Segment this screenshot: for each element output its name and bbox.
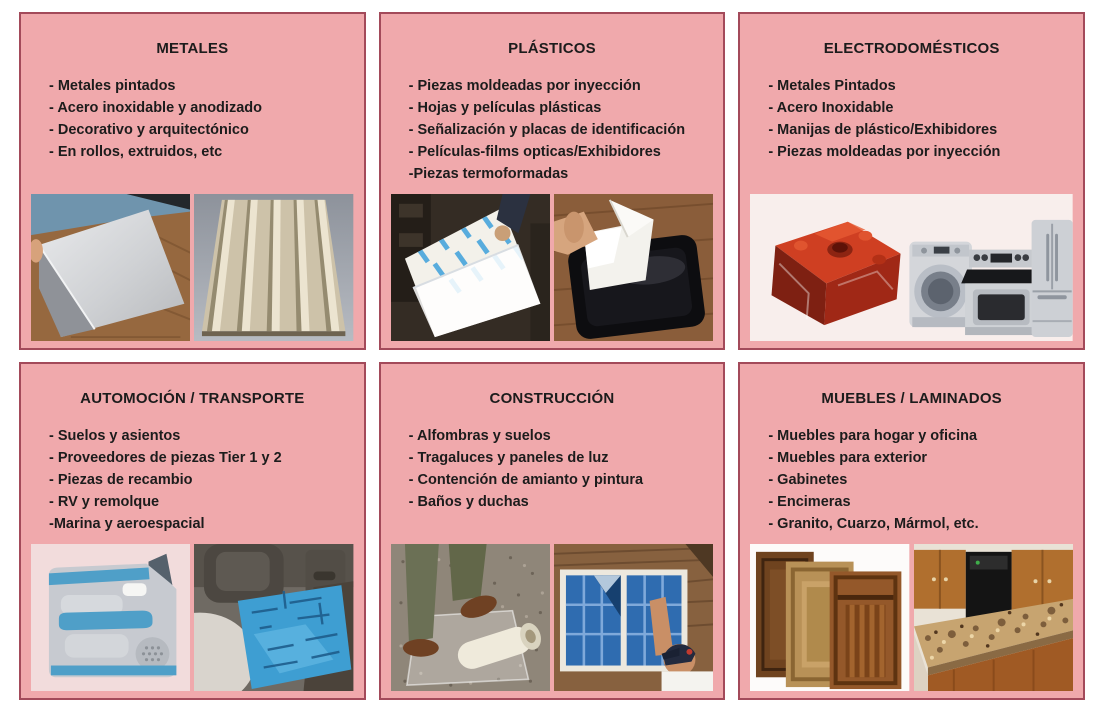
list-item: - Películas-films opticas/Exhibidores	[408, 144, 661, 160]
list-item: - Manijas de plástico/Exhibidores	[768, 122, 998, 138]
bullet-list	[768, 75, 1077, 163]
list-item: - Acero Inoxidable	[768, 100, 894, 116]
granite-countertop-photo	[914, 544, 1073, 691]
list-item: - Metales pintados	[49, 78, 176, 94]
list-item: - Piezas moldeadas por inyección	[768, 144, 1001, 160]
card-title: PLÁSTICOS	[508, 40, 596, 57]
card-automocion	[19, 362, 366, 700]
card-title: ELECTRODOMÉSTICOS	[823, 40, 1000, 57]
list-item: - En rollos, extruidos, etc	[49, 144, 223, 160]
list-item: - Piezas de recambio	[49, 472, 193, 488]
list-item: - Muebles para hogar y oficina	[768, 428, 978, 444]
list-item: - Contención de amianto y pintura	[408, 472, 644, 488]
photo-row	[21, 194, 364, 348]
list-item: - Suelos y asientos	[49, 428, 181, 444]
card-title: AUTOMOCIÓN / TRANSPORTE	[80, 390, 305, 407]
list-item: - Muebles para exterior	[768, 450, 928, 466]
list-item: - Alfombras y suelos	[408, 428, 551, 444]
bullet-list	[768, 425, 1077, 535]
list-item: - Encimeras	[768, 494, 851, 510]
list-item: - Metales Pintados	[768, 78, 896, 94]
plastic-sheet-masking-photo	[391, 194, 550, 341]
list-item: - Gabinetes	[768, 472, 848, 488]
car-door-panel-photo	[31, 544, 190, 691]
bullet-list	[409, 425, 718, 513]
card-title: MUEBLES / LAMINADOS	[821, 390, 1002, 407]
photo-row	[740, 544, 1083, 698]
black-molded-part-peel-photo	[554, 194, 713, 341]
photo-row	[381, 544, 724, 698]
bullet-list	[49, 75, 358, 163]
car-floor-film-photo	[194, 544, 353, 691]
list-item: - Hojas y películas plásticas	[408, 100, 602, 116]
photo-row	[740, 194, 1083, 348]
card-construccion	[379, 362, 726, 700]
card-muebles	[738, 362, 1085, 700]
card-title: METALES	[156, 40, 229, 57]
list-item: - Proveedores de piezas Tier 1 y 2	[49, 450, 282, 466]
photo-row	[21, 544, 364, 698]
list-item: - Acero inoxidable y anodizado	[49, 100, 262, 116]
list-item: -Marina y aeroespacial	[49, 516, 205, 532]
list-item: - RV y remolque	[49, 494, 160, 510]
red-wrapped-part-and-appliances-photo	[750, 194, 1073, 341]
list-item: - Señalización y placas de identificación	[408, 122, 686, 138]
card-metales	[19, 12, 366, 350]
list-item: - Granito, Cuarzo, Mármol, etc.	[768, 516, 979, 532]
metal-sheet-peel-photo	[31, 194, 190, 341]
list-item: - Baños y duchas	[408, 494, 529, 510]
carpet-protection-film-photo	[391, 544, 550, 691]
corrugated-metal-panel-photo	[194, 194, 353, 341]
list-item: - Decorativo y arquitectónico	[49, 122, 249, 138]
list-item: -Piezas termoformadas	[408, 166, 569, 182]
list-item: - Piezas moldeadas por inyección	[408, 78, 641, 94]
card-title: CONSTRUCCIÓN	[489, 390, 615, 407]
bullet-list	[409, 75, 718, 185]
card-electrodomesticos	[738, 12, 1085, 350]
photo-row	[381, 194, 724, 348]
bullet-list	[49, 425, 358, 535]
cabinet-doors-photo	[750, 544, 909, 691]
card-plasticos	[379, 12, 726, 350]
list-item: - Tragaluces y paneles de luz	[408, 450, 609, 466]
window-film-install-photo	[554, 544, 713, 691]
